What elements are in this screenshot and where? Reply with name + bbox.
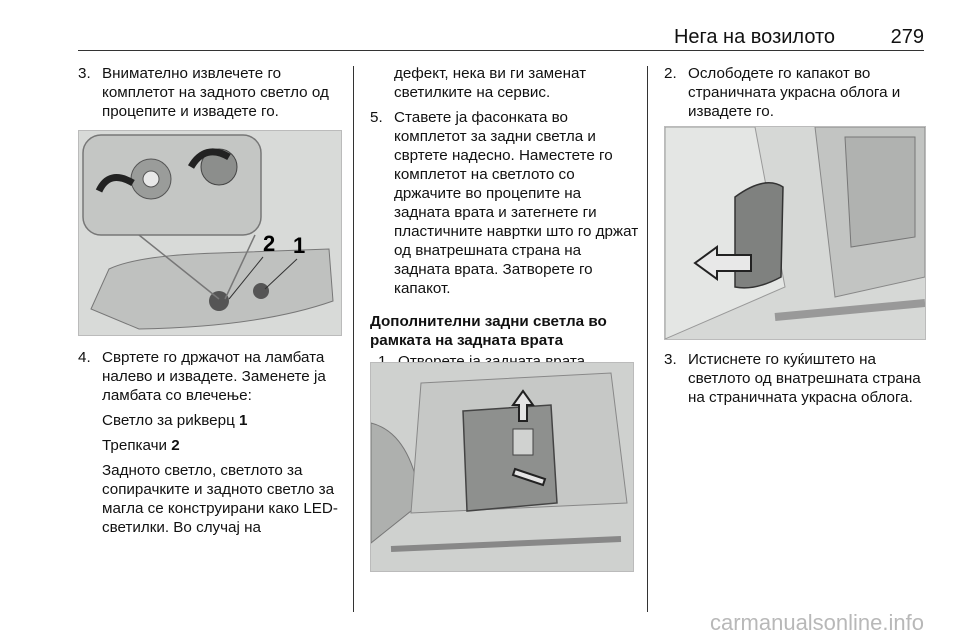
blinker-line: Трепкачи 2 xyxy=(102,437,180,454)
tailgate-figure xyxy=(370,362,634,572)
callout-2: 2 xyxy=(263,231,276,256)
trim-cover-figure xyxy=(664,126,926,340)
column-1 xyxy=(78,64,348,121)
step-2: 2. Ослободете го капакот во страничната украсна облога и извадете го. xyxy=(664,65,901,120)
page-number: 279 xyxy=(890,26,924,48)
callout-1: 1 xyxy=(293,233,306,258)
column-divider-1 xyxy=(353,66,354,612)
step-4: 4. Свртете го држачот на ламбата налево и извадете. Заменете ја ламбата со влечење: xyxy=(78,349,326,404)
section-heading: Дополнителни задни светла во рамката на задната врата xyxy=(370,313,607,349)
continued-text: дефект, нека ви ги заменат светилките на сервис. xyxy=(394,65,587,101)
step-3: 3. Внимателно извлечете го комплетот на задното светло од процепите и извадете го. xyxy=(78,65,329,120)
led-note: Задното светло, светлото за сопирачките и задното светло за магла се конструирани како LED-светилки. Во случај на xyxy=(102,462,338,536)
header-rule xyxy=(78,50,924,51)
page-title: Нега на возилото xyxy=(673,26,836,48)
column-3-lower xyxy=(664,350,934,407)
step-5: 5. Ставете ја фасонката во комплетот за задни светла и свртете надесно. Наместете го комплетот на светлото со држачите во процепите на задната врата и затегнете ги пластичните навртки што го држат од внатрешната страна на задната врата. Затворете го капакот. xyxy=(370,109,639,297)
page-header xyxy=(0,26,924,49)
watermark: carmanualsonline.info xyxy=(709,610,924,635)
reverse-light-line: Светло за риkверц 1 xyxy=(102,412,248,429)
step-3-right: 3. Истиснете го куќиштето на светлото од внатрешната страна на страничната украсна облога. xyxy=(664,351,921,406)
tail-light-figure xyxy=(78,130,342,336)
column-divider-2 xyxy=(647,66,648,612)
column-2 xyxy=(370,64,640,371)
column-1-lower xyxy=(78,348,348,537)
column-3 xyxy=(664,64,934,121)
